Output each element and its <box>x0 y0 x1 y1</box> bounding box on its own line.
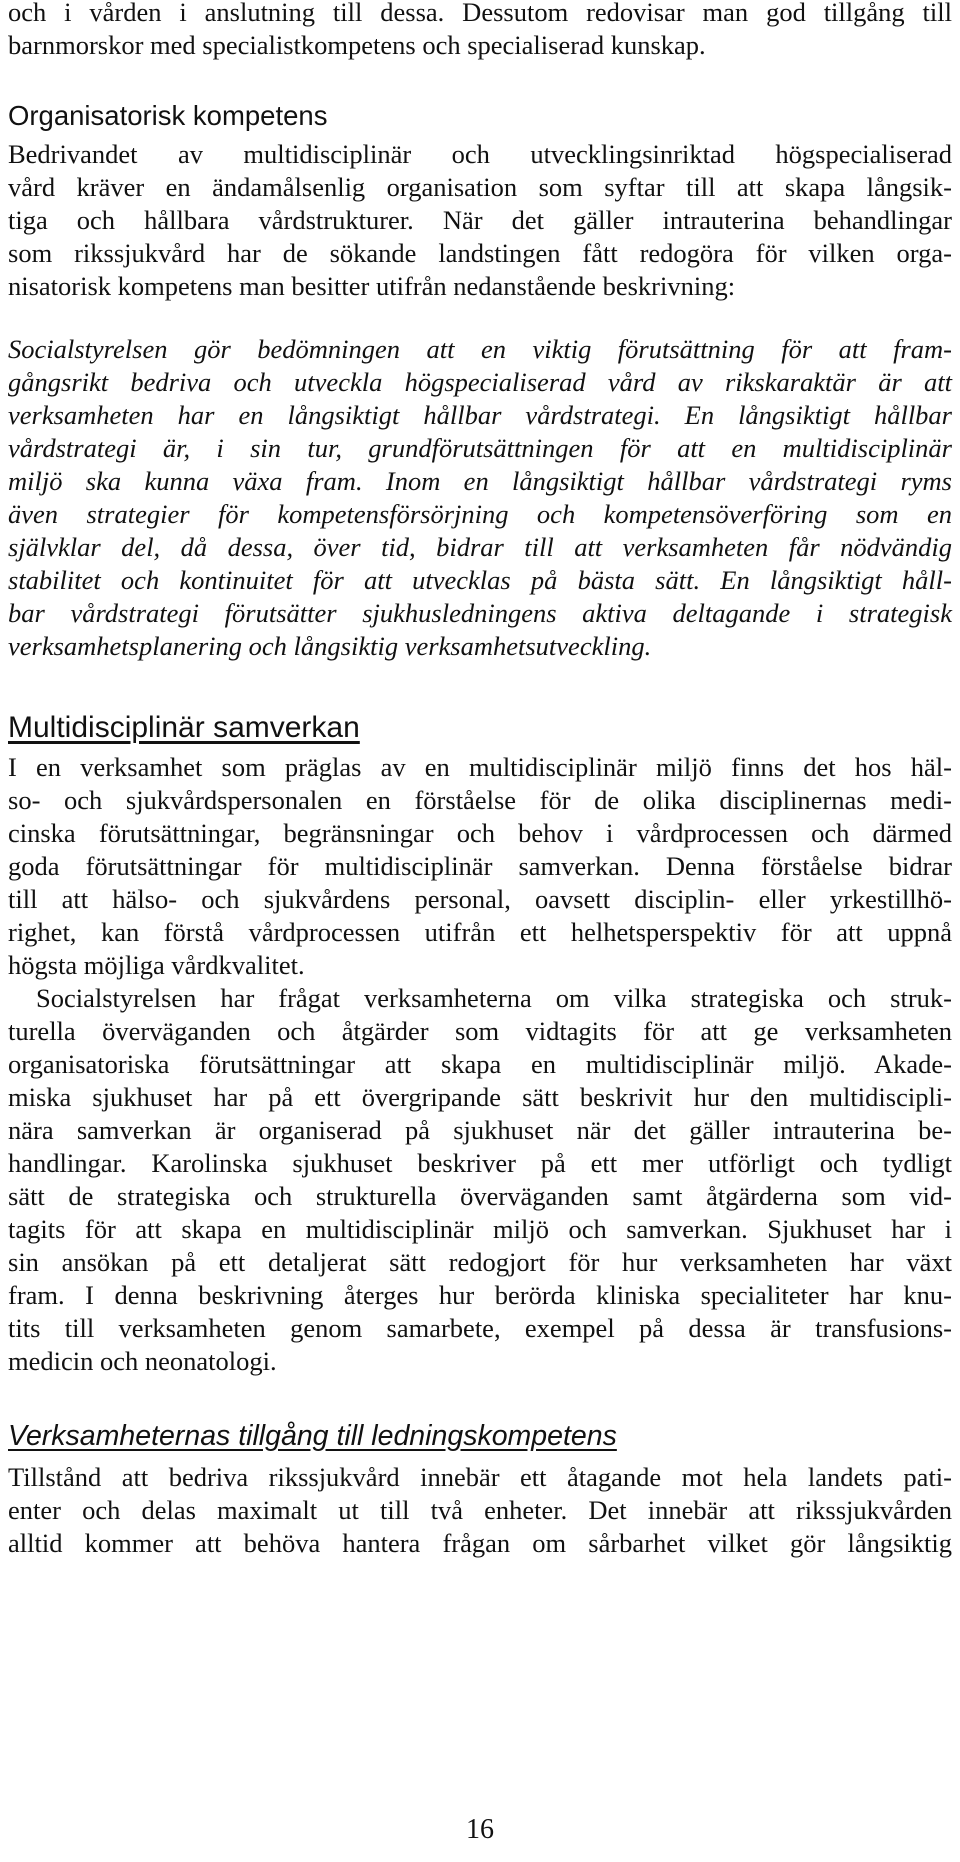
quote-line: Socialstyrelsen gör bedömningen att en viktig förutsättning för att fram- <box>8 334 952 364</box>
quote-line: verksamhetsplanering och långsiktig verksamhetsutveckling. <box>8 631 652 661</box>
body-line: barnmorskor med specialistkompetens och specialiserad kunskap. <box>8 30 706 60</box>
quote-line: gångsrikt bedriva och utveckla högspecialiserad vård av rikskaraktär är att <box>8 367 952 397</box>
body-line: Tillstånd att bedriva rikssjukvård innebär ett åtagande mot hela landets pati- <box>8 1462 952 1492</box>
section-heading-organisatorisk: Organisatorisk kompetens <box>8 100 328 131</box>
body-line: goda förutsättningar för multidisciplinär samverkan. Denna förståelse bidrar <box>8 851 952 881</box>
body-line: turella överväganden och åtgärder som vidtagits för att ge verksamheten <box>8 1016 952 1046</box>
body-line: sätt de strategiska och strukturella överväganden samt åtgärderna som vid- <box>8 1181 952 1211</box>
body-line: organisatoriska förutsättningar att skapa en multidisciplinär miljö. Akade- <box>8 1049 952 1079</box>
quote-line: bar vårdstrategi förutsätter sjukhusledningens aktiva deltagande i strategisk <box>8 598 952 628</box>
page-number: 16 <box>466 1814 494 1845</box>
body-line: tiga och hållbara vårdstrukturer. När det gäller intrauterina behandlingar <box>8 205 952 235</box>
body-line: tagits för att skapa en multidisciplinär miljö och samverkan. Sjukhuset har i <box>8 1214 952 1244</box>
body-line: vård kräver en ändamålsenlig organisation som syftar till att skapa långsik- <box>8 172 952 202</box>
quote-line: självklar del, då dessa, över tid, bidrar till att verksamheten får nödvändig <box>8 532 952 562</box>
quote-line: även strategier för kompetensförsörjning och kompetensöverföring som en <box>8 499 952 529</box>
body-line: högsta möjliga vårdkvalitet. <box>8 950 305 980</box>
body-line: tits till verksamheten genom samarbete, exempel på dessa är transfusions- <box>8 1313 952 1343</box>
body-line: so- och sjukvårdspersonalen en förståelse för de olika disciplinernas medi- <box>8 785 952 815</box>
quote-line: miljö ska kunna växa fram. Inom en långsiktigt hållbar vårdstrategi ryms <box>8 466 952 496</box>
body-line: I en verksamhet som präglas av en multidisciplinär miljö finns det hos häl- <box>8 752 952 782</box>
body-line: Bedrivandet av multidisciplinär och utvecklingsinriktad högspecialiserad <box>8 139 952 169</box>
body-line: som rikssjukvård har de sökande landstingen fått redogöra för vilken orga- <box>8 238 952 268</box>
body-line: cinska förutsättningar, begränsningar och behov i vårdprocessen och därmed <box>8 818 952 848</box>
body-line: handlingar. Karolinska sjukhuset beskriver på ett mer utförligt och tydligt <box>8 1148 952 1178</box>
body-line: enter och delas maximalt ut till två enheter. Det innebär att rikssjukvården <box>8 1495 952 1525</box>
body-line: nära samverkan är organiserad på sjukhuset när det gäller intrauterina be- <box>8 1115 952 1145</box>
body-line: alltid kommer att behöva hantera frågan om sårbarhet vilket gör långsiktig <box>8 1528 952 1558</box>
body-line: sin ansökan på ett detaljerat sätt redogjort för hur verksamheten har växt <box>8 1247 952 1277</box>
body-line: nisatorisk kompetens man besitter utifrån nedanstående beskrivning: <box>8 271 736 301</box>
body-line: miska sjukhuset har på ett övergripande sätt beskrivit hur den multidiscipli- <box>8 1082 952 1112</box>
quote-line: vårdstrategi är, i sin tur, grundförutsättningen för att en multidisciplinär <box>8 433 952 463</box>
body-line: och i vården i anslutning till dessa. Dessutom redovisar man god tillgång till <box>8 0 952 27</box>
body-line: medicin och neonatologi. <box>8 1346 277 1376</box>
body-line: Socialstyrelsen har frågat verksamheterna om vilka strategiska och struk- <box>36 983 952 1013</box>
quote-line: stabilitet och kontinuitet för att utvecklas på bästa sätt. En långsiktigt håll- <box>8 565 952 595</box>
body-line: righet, kan förstå vårdprocessen utifrån ett helhetsperspektiv för att uppnå <box>8 917 952 947</box>
body-line: till att hälso- och sjukvårdens personal, oavsett disciplin- eller yrkestillhö- <box>8 884 952 914</box>
body-line: fram. I denna beskrivning återges hur berörda kliniska specialiteter har knu- <box>8 1280 952 1310</box>
section-heading-multidisciplinar: Multidisciplinär samverkan <box>8 711 360 744</box>
quote-line: verksamheten har en långsiktigt hållbar vårdstrategi. En långsiktigt hållbar <box>8 400 952 430</box>
section-heading-ledningskompetens: Verksamheternas tillgång till ledningskompetens <box>8 1420 617 1452</box>
